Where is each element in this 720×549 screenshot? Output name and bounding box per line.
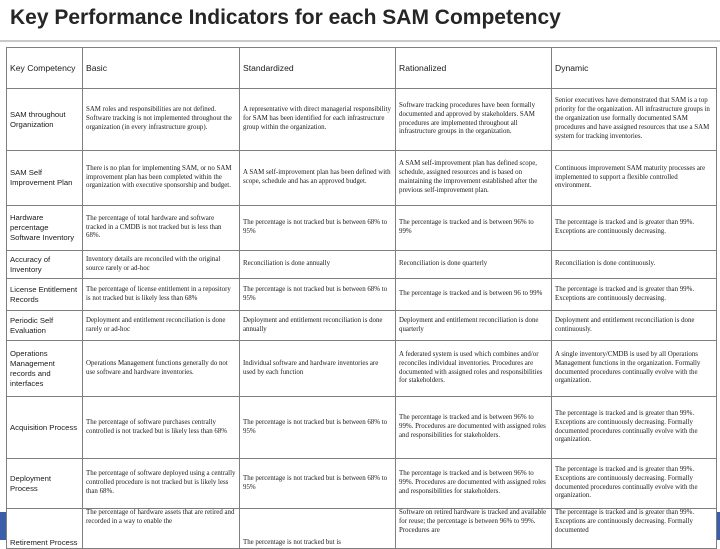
row-label: Operations Management records and interfaces — [7, 341, 83, 397]
cell-basic: Deployment and entitlement reconciliation is done rarely or ad-hoc — [83, 311, 240, 341]
header-rationalized: Rationalized — [396, 48, 552, 89]
table-row — [7, 89, 717, 151]
cell-rationalized: Deployment and entitlement reconciliation is done quarterly — [396, 311, 552, 341]
cell-dynamic: Continuous improvement SAM maturity processes are implemented to support a flexible controlled environment. — [552, 151, 717, 206]
table-row — [7, 311, 717, 341]
cell-dynamic: The percentage is tracked and is greater than 99%. Exceptions are continuously decreasing. Formally documented procedures continually evolve with the organization. — [552, 397, 717, 459]
cell-standardized: The percentage is not tracked but is between 68% to 95% — [240, 279, 396, 311]
cell-standardized: Deployment and entitlement reconciliation is done annually — [240, 311, 396, 341]
cell-standardized: Reconciliation is done annually — [240, 251, 396, 279]
page-title: Key Performance Indicators for each SAM Competency — [10, 6, 561, 29]
cell-standardized: The percentage is not tracked but is between 68% to 95% — [240, 397, 396, 459]
row-label: SAM throughout Organization — [7, 89, 83, 151]
cell-dynamic: A single inventory/CMDB is used by all Operations Management functions in the organization. Formally documented procedures continually evolve with the organization. — [552, 341, 717, 397]
cell-rationalized: Software on retired hardware is tracked and available for reuse; the percentage is between 96% to 99%. Procedures are — [396, 509, 552, 549]
header-key-competency: Key Competency — [7, 48, 83, 89]
header-basic: Basic — [83, 48, 240, 89]
row-label: SAM Self Improvement Plan — [7, 151, 83, 206]
cell-basic: The percentage of software purchases centrally controlled is not tracked but is likely less than 68% — [83, 397, 240, 459]
cell-standardized: The percentage is not tracked but is between 68% to 95% — [240, 206, 396, 251]
cell-rationalized: Reconciliation is done quarterly — [396, 251, 552, 279]
table-header-row — [7, 48, 717, 89]
table-row — [7, 397, 717, 459]
row-label: Acquisition Process — [7, 397, 83, 459]
cell-rationalized: The percentage is tracked and is between 96% to 99% — [396, 206, 552, 251]
row-label: Accuracy of Inventory — [7, 251, 83, 279]
row-label: License Entitlement Records — [7, 279, 83, 311]
cell-dynamic: Deployment and entitlement reconciliation is done continuously. — [552, 311, 717, 341]
cell-basic: The percentage of software deployed using a centrally controlled procedure is not tracked but is likely less than 68%. — [83, 459, 240, 509]
cell-standardized: A representative with direct managerial responsibility for SAM has been identified for each infrastructure group within the organization. — [240, 89, 396, 151]
header-standardized: Standardized — [240, 48, 396, 89]
table-row — [7, 341, 717, 397]
cell-basic: There is no plan for implementing SAM, or no SAM improvement plan has been completed within the organization with executive sponsorship and budget. — [83, 151, 240, 206]
cell-standardized: The percentage is not tracked but is between 68% to 95% — [240, 459, 396, 509]
row-label: Periodic Self Evaluation — [7, 311, 83, 341]
cell-basic: The percentage of license entitlement in a repository is not tracked but is likely less than 68% — [83, 279, 240, 311]
cell-standardized: Individual software and hardware inventories are used by each function — [240, 341, 396, 397]
cell-dynamic: The percentage is tracked and is greater than 99%. Exceptions are continuously decreasing. — [552, 206, 717, 251]
table-row — [7, 459, 717, 509]
table-row — [7, 279, 717, 311]
cell-rationalized: The percentage is tracked and is between 96% to 99%. Procedures are documented with assigned roles and responsibilities for stakeholders. — [396, 397, 552, 459]
cell-basic: Operations Management functions generally do not use software and hardware inventories. — [83, 341, 240, 397]
title-divider — [0, 40, 720, 42]
row-label: Retirement Process — [7, 509, 83, 549]
table-row — [7, 206, 717, 251]
cell-rationalized: The percentage is tracked and is between 96 to 99% — [396, 279, 552, 311]
cell-basic: Inventory details are reconciled with the original source rarely or ad-hoc — [83, 251, 240, 279]
cell-standardized: A SAM self-improvement plan has been defined with scope, schedule and has an approved budget. — [240, 151, 396, 206]
table-row — [7, 151, 717, 206]
cell-basic: The percentage of hardware assets that are retired and recorded in a way to enable the — [83, 509, 240, 549]
cell-standardized: The percentage is not tracked but is — [240, 509, 396, 549]
cell-rationalized: The percentage is tracked and is between 96% to 99%. Procedures are documented with assigned roles and responsibilities for stakeholders. — [396, 459, 552, 509]
cell-dynamic: The percentage is tracked and is greater than 99%. Exceptions are continuously decreasing. Formally documented procedures continually evolve with the organization. — [552, 459, 717, 509]
cell-dynamic: Senior executives have demonstrated that SAM is a top priority for the organization. All infrastructure groups in the organization use formally documented SAM procedures and have assigned resources that use a SAM system for tracking inventories. — [552, 89, 717, 151]
cell-rationalized: A SAM self-improvement plan has defined scope, schedule, assigned resources and is based on maintaining the improvement established after the previous self-improvement plan. — [396, 151, 552, 206]
header-dynamic: Dynamic — [552, 48, 717, 89]
row-label: Deployment Process — [7, 459, 83, 509]
cell-rationalized: Software tracking procedures have been formally documented and approved by stakeholders. SAM procedures are implemented throughout all infrastructure groups in the organization. — [396, 89, 552, 151]
cell-basic: The percentage of total hardware and software tracked in a CMDB is not tracked but is less than 68%. — [83, 206, 240, 251]
cell-dynamic: The percentage is tracked and is greater than 99%. Exceptions are continuously decreasing. — [552, 279, 717, 311]
cell-dynamic: Reconciliation is done continuously. — [552, 251, 717, 279]
kpi-table — [6, 47, 717, 549]
cell-rationalized: A federated system is used which combines and/or reconciles individual inventories. Procedures are documented with assigned roles and responsibilities for stakeholders. — [396, 341, 552, 397]
cell-basic: SAM roles and responsibilities are not defined. Software tracking is not implemented throughout the organization (in every infrastructure group). — [83, 89, 240, 151]
cell-dynamic: The percentage is tracked and is greater than 99%. Exceptions are continuously decreasing. Formally documented — [552, 509, 717, 549]
table-row — [7, 509, 717, 549]
row-label: Hardware percentage Software Inventory — [7, 206, 83, 251]
table-row — [7, 251, 717, 279]
